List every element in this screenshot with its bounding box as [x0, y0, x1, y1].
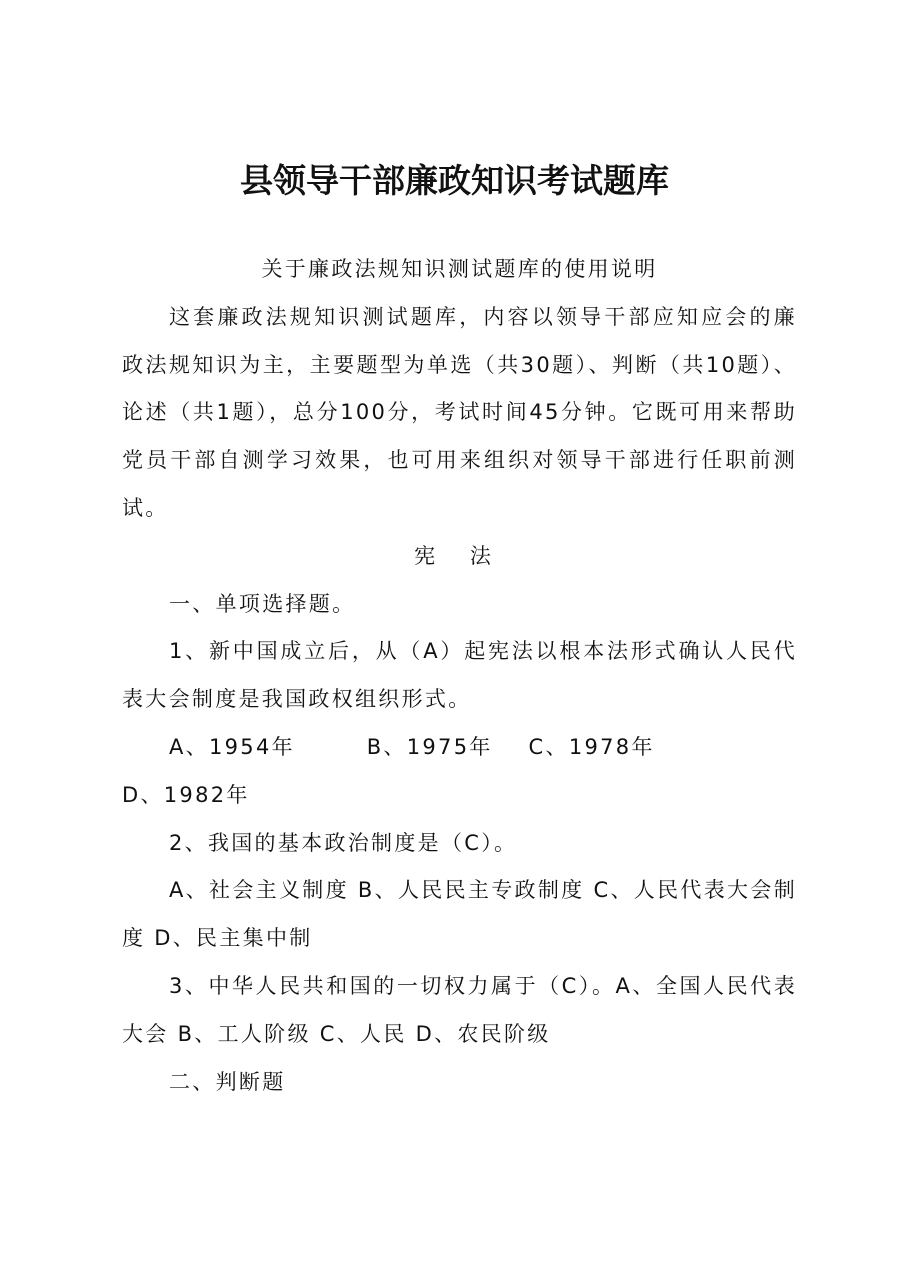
question-1-options-line-2: D、1982年 — [122, 782, 250, 807]
document-body — [122, 246, 797, 1106]
document-title: 县领导干部廉政知识考试题库 — [240, 161, 669, 200]
question-1-stem: 1、新中国成立后，从（A）起宪法以根本法形式确认人民代表大会制度是我国政权组织形式。 — [122, 639, 797, 712]
question-1-options-line-1: A、1954年 B、1975年 C、1978年 — [169, 734, 655, 759]
usage-note-heading: 关于廉政法规知识测试题库的使用说明 — [261, 257, 658, 281]
question-2-stem: 2、我国的基本政治制度是（C）。 — [169, 830, 518, 855]
question-3-text: 3、中华人民共和国的一切权力属于（C）。A、全国人民代表大会 B、工人阶级 C、人民 D、农民阶级 — [122, 973, 797, 1046]
question-2-options: A、社会主义制度 B、人民民主专政制度 C、人民代表大会制度 D、民主集中制 — [122, 878, 797, 951]
intro-paragraph: 这套廉政法规知识测试题库，内容以领导干部应知应会的廉政法规知识为主，主要题型为单选（共30题）、判断（共10题）、论述（共1题），总分100分，考试时间45分钟。它既可用来帮助党员干部自测学习效果，也可用来组织对领导干部进行任职前测试。 — [122, 304, 797, 520]
part-two-heading: 二、判断题 — [169, 1069, 286, 1094]
part-one-heading: 一、单项选择题。 — [169, 591, 356, 616]
section-title: 宪 法 — [414, 543, 505, 568]
